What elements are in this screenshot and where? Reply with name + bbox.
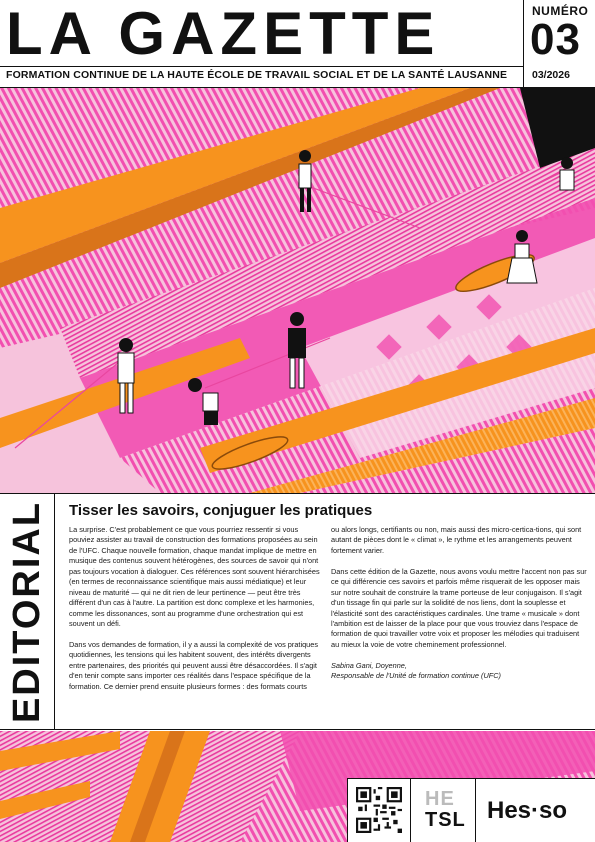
hesso-logo: Hes·so — [487, 797, 568, 824]
footer-logos — [347, 778, 595, 842]
publication-title: LA GAZETTE — [6, 0, 441, 67]
editorial-column-left — [69, 525, 324, 703]
issue-date: 03/2026 — [532, 69, 570, 81]
masthead — [0, 0, 595, 88]
editorial-paragraph: Dans cette édition de la Gazette, nous avons voulu mettre l'accent non pas sur ce qui différencie ces savoirs et parfois même risquerait de les opposer mais sur notre souhait de construire la trame porteuse de leur conjugaison. Il s'agit d'un tissage fin qui parle sur la solidité de nos liens, dont la souplesse et l'élasticité sont des caractéristiques cardinales. Une trame « musicale » dont l'ambition est de laisser de la place pour que vous trouviez dans l'espace de formation de quoi travailler votre voix et proposer les mélodies qui traduisent au mieux la voie de votre cheminement professionnel. — [331, 566, 587, 649]
qr-code-icon[interactable] — [356, 787, 402, 833]
editorial-side-label — [0, 494, 55, 729]
weaving-loom-illustration — [0, 88, 595, 493]
editorial-section — [0, 493, 595, 730]
signature-name: Sabina Gani, Doyenne, — [331, 660, 407, 670]
signature-role: Responsable de l'Unité de formation continue (UFC) — [331, 671, 501, 681]
editorial-heading: Tisser les savoirs, conjuguer les pratiques — [69, 502, 373, 519]
hetsl-logo — [425, 789, 465, 833]
editorial-paragraph: Dans vos demandes de formation, il y a aussi la complexité de vos pratiques quotidiennes, les tensions qui les habitent souvent, des intérêts divergents entre partenaires, des priorités qui peuvent aussi être désaccordées. Il s'agit d'en tenir compte sans importer ces réalités dans l'espace spécifique de la formation. Ce dernier prend ensuite plusieurs formes : des formats courts — [69, 639, 318, 691]
title-divider — [0, 66, 523, 67]
issue-box — [523, 0, 595, 88]
editorial-label: EDITORIAL — [6, 500, 48, 724]
hetsl-logo-top: HE — [425, 788, 455, 810]
hetsl-logo-bottom: TSL — [425, 809, 466, 831]
logo-divider — [410, 779, 411, 842]
issue-number: 03 — [530, 15, 581, 64]
editorial-column-right — [331, 525, 587, 682]
logo-divider — [475, 779, 476, 842]
cover-illustration — [0, 88, 595, 493]
editorial-paragraph: La surprise. C'est probablement ce que vous pourriez ressentir si vous pouviez assister au travail de construction des formations proposées au sein de l'UFC. Chaque nouvelle formation, chaque mandat implique de mettre en musique des contenus souvent hétérogènes, des sources de savoir qui n'ont pas toujours vocation à dialoguer. Ces références sont souvent hiérarchisées (en termes de reconnaissance scientifique mais aussi médiatique) et leur niveau de maturité — qui ne dit rien de leur pertinence — peut être très différent d'un cas à l'autre. La partition est donc complexe et les harmonies, comme les dissonances, sont au programme d'une orchestration qui est souvent un défi. — [69, 525, 320, 629]
publication-subtitle: FORMATION CONTINUE DE LA HAUTE ÉCOLE DE TRAVAIL SOCIAL ET DE LA SANTÉ LAUSANNE — [6, 69, 508, 81]
issue-label: NUMÉRO — [532, 4, 589, 18]
editorial-paragraph: ou alors longs, certifiants ou non, mais aussi des micro-certica-tions, qui sont autant de pièces dont le « climat », le rythme et les arrangements peuvent fortement varier. — [331, 525, 582, 555]
